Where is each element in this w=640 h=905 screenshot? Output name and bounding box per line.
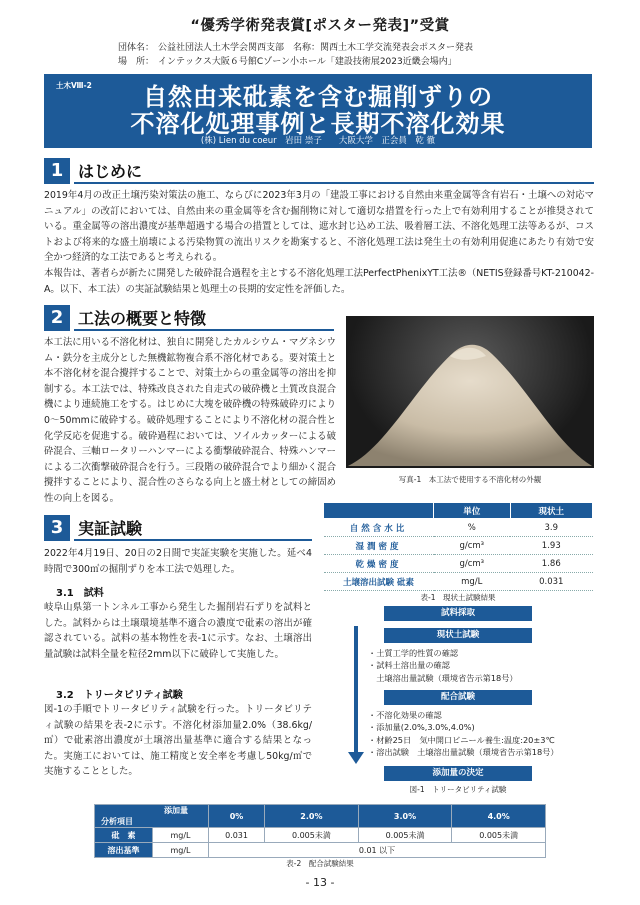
row-value: 0.031 <box>209 828 265 843</box>
row-label: 溶出基準 <box>95 843 153 858</box>
table-row <box>324 519 593 537</box>
flow-item: 土壌溶出量試験（環境省告示第18号） <box>368 672 518 683</box>
row-value: 1.93 <box>510 537 592 555</box>
powder-photo <box>346 316 594 468</box>
flow-item: ・土質工学的性質の確認 <box>368 648 459 658</box>
section-3-header <box>44 515 312 541</box>
flow-step-mix-test: 配合試験 <box>384 690 532 705</box>
row-unit: g/cm³ <box>434 537 511 555</box>
page-number: - 13 - <box>305 876 335 889</box>
row-label: 乾燥密度 <box>324 555 434 573</box>
row-value: 0.005未満 <box>452 828 546 843</box>
flow-step-dosage-decision: 添加量の決定 <box>384 766 532 781</box>
flow-items-mix-test <box>368 709 559 758</box>
row-value: 0.031 <box>510 573 592 591</box>
flow-item: ・材齢25日 気中開口ビニール養生:温度:20±3℃ <box>368 734 555 745</box>
row-unit: mg/L <box>434 573 511 591</box>
org-label: 団体名： <box>118 43 155 53</box>
table-row <box>324 537 593 555</box>
table-row <box>324 573 593 591</box>
section-number: 1 <box>44 158 70 184</box>
venue-value: インテックス大阪６号館Cゾーン小ホール「建設技術展2023近畿会場内」 <box>158 57 457 67</box>
table-header-cell: 現状土 <box>510 503 592 519</box>
row-label: 自然含水比 <box>324 519 434 537</box>
row-label: 土壌溶出試験 砒素 <box>324 573 434 591</box>
corner-top-label: 添加量 <box>164 806 188 815</box>
section-number: 2 <box>44 305 70 331</box>
table-header-cell: 3.0% <box>358 805 452 828</box>
row-value: 0.01 以下 <box>209 843 546 858</box>
flow-step-current-soil-test: 現状土試験 <box>384 628 532 643</box>
section-rule <box>74 182 594 184</box>
powder-pile-image <box>346 316 594 468</box>
subsection-3-1-title: 3.1 試料 <box>56 588 104 599</box>
flow-arrow-head <box>348 752 364 764</box>
authors: (株) Lien du coeur 岩田 崇子 大阪大学 正会員 乾 徹 <box>200 136 436 146</box>
section-1-paragraph-1: 2019年4月の改正土壌汚染対策法の施工、ならびに2023年3月の「建設工事における自然由来重金属等含有岩石・土壌への対応マニュアル」の改訂においては、自然由来の重金属等を含む掘削物に対して適切な措置を行った上で有効利用することが推奨されている。重金属等の溶出濃度が基準超過する場合の措置としては、遮水封じ込め工法、吸着層工法、不溶化処理工法等あるが、コストおよび将来的な盛土崩壊による汚染物質の流出リスクを勘案すると、不溶化処理工法は発生土の有効利用促進にあたり有効で安全かつ経済的な工法であると考えられる。 <box>44 190 594 264</box>
venue-label: 場 所： <box>118 57 155 67</box>
table-header-row <box>95 805 546 828</box>
paper-code: 土木Ⅷ-2 <box>56 81 92 90</box>
row-label: 湿潤密度 <box>324 537 434 555</box>
row-value: 0.005未満 <box>265 828 359 843</box>
photo-caption: 写真-1 本工法で使用する不溶化材の外観 <box>398 475 542 484</box>
table-2-caption: 表-2 配合試験結果 <box>286 859 354 868</box>
table-header-cell: 2.0% <box>265 805 359 828</box>
organization-line <box>118 40 473 53</box>
section-1-header <box>44 158 594 184</box>
row-unit: mg/L <box>153 828 209 843</box>
table-header-cell: 単位 <box>434 503 511 519</box>
flow-item: ・不溶化効果の確認 <box>368 710 442 720</box>
table-row <box>95 843 546 858</box>
table-header-cell: 4.0% <box>452 805 546 828</box>
table-header-cell: 0% <box>209 805 265 828</box>
row-unit: % <box>434 519 511 537</box>
corner-left-label: 分析項目 <box>101 817 133 826</box>
section-rule <box>74 539 312 541</box>
section-2-paragraph-1: 本工法に用いる不溶化材は、独自に開発したカルシウム・マグネシウム・鉄分を主成分とした無機鉱物複合系不溶化材である。要対策土と本不溶化材を混合攪拌することで、対策土からの重金属等の溶出を抑制する。本工法では、特殊改良された自走式の破砕機と土質改良混合機により連続施工をする。はじめに大塊を破砕機の特殊破砕刃により0〜50mmに破砕する。破砕処理することにより不溶化材の混合性と化学反応を促進する。破砕過程においては、ソイルカッターによる破砕混合、三軸ロータリーハンマーによる衝撃破砕混合、特殊ハンマーによる二次衝撃破砕混合を行う。三段階の破砕混合でより細かく混合攪拌することにより、混合性のさらなる向上と盛土材としての締固め性の向上を図る。 <box>44 337 336 504</box>
venue-line <box>118 54 457 67</box>
flow-items-current-soil <box>368 647 518 684</box>
figure-1-caption: 図-1 トリータビリティ試験 <box>409 785 507 794</box>
flow-item: ・添加量(2.0%,3.0%,4.0%) <box>368 722 475 733</box>
flow-item: ・溶出試験 土壌溶出量試験（環境省告示第18号） <box>368 746 559 757</box>
table-header-cell <box>324 503 434 519</box>
row-value: 3.9 <box>510 519 592 537</box>
section-number: 3 <box>44 515 70 541</box>
section-3-2-paragraph: 図-1の手順でトリータビリティ試験を行った。トリータビリティ試験の結果を表-2に示す。不溶化材添加量2.0%（38.6kg/㎥）で砒素溶出濃度が土壌溶出量基準に適合する結果となった。実施工においては、施工精度と安全率を考慮し50kg/㎥で実施することとした。 <box>44 704 312 778</box>
row-unit: g/cm³ <box>434 555 511 573</box>
org-value: 公益社団法人土木学会関西支部 名称：関西土木工学交流発表会ポスター発表 <box>158 43 474 53</box>
row-unit: mg/L <box>153 843 209 858</box>
section-1-paragraph-2: 本報告は、著者らが新たに開発した破砕混合過程を主とする不溶化処理工法PerfectPhenixYT工法®（NETIS登録番号KT-210042-A。以下、本工法）の実証試験結果と処理土の長期的安定性を評価した。 <box>44 268 594 295</box>
flow-step-sampling: 試料採取 <box>384 606 532 621</box>
row-label: 砒 素 <box>95 828 153 843</box>
table-row <box>95 828 546 843</box>
subsection-3-2-title: 3.2 トリータビリティ試験 <box>56 690 183 701</box>
table-1-caption: 表-1 現状土試験結果 <box>420 593 496 602</box>
flow-item: ・試料土溶出量の確認 <box>368 660 450 671</box>
section-title: 工法の概要と特徴 <box>78 309 207 328</box>
row-value: 0.005未満 <box>358 828 452 843</box>
table-corner-cell <box>95 805 209 828</box>
row-value: 1.86 <box>510 555 592 573</box>
flow-arrow-shaft <box>354 626 358 754</box>
paper-title-line2: 不溶化処理事例と長期不溶化効果 <box>130 110 506 138</box>
table-2 <box>94 804 546 858</box>
table-row <box>324 555 593 573</box>
section-3-1-paragraph: 岐阜山県第一トンネル工事から発生した掘削岩石ずりを試料とした。試料からは土壌環境基準不適合の濃度で砒素の溶出が確認されている。試料の基本物性を表-1に示す。なお、土壌溶出量試験は試料全量を粒径2mm以下に破砕して実施した。 <box>44 602 312 660</box>
section-title: はじめに <box>78 162 143 181</box>
paper-title-line1: 自然由来砒素を含む掘削ずりの <box>143 83 493 111</box>
award-heading: “優秀学術発表賞[ポスター発表]”受賞 <box>190 18 450 34</box>
section-title: 実証試験 <box>78 519 143 538</box>
table-1 <box>323 502 593 591</box>
section-rule <box>74 329 334 331</box>
section-3-paragraph-1: 2022年4月19日、20日の2日間で実証実験を実施した。延べ4時間で300㎥の掘削ずりを本工法で処理した。 <box>44 548 312 575</box>
table-header-row <box>324 503 593 519</box>
